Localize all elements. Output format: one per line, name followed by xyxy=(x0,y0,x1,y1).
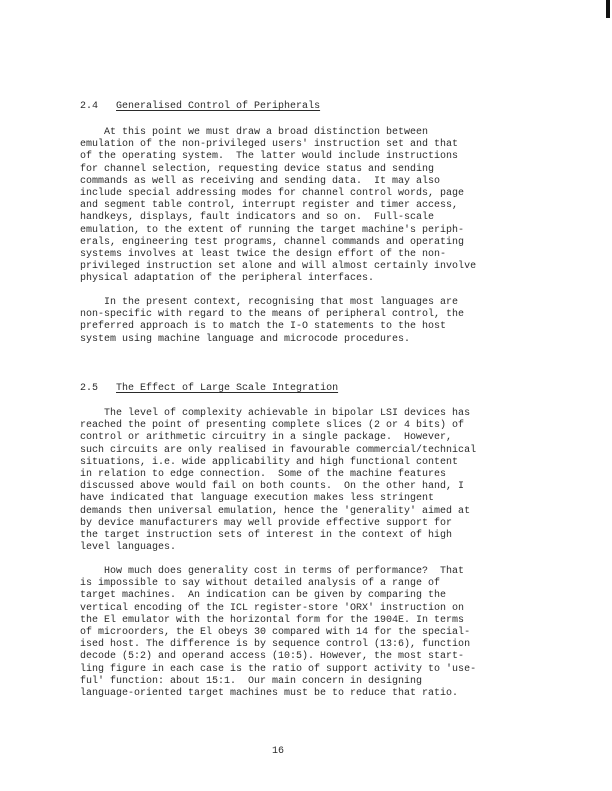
text-line: target machines. An indication can be given by comparing the xyxy=(80,590,447,602)
text-line: reached the point of presenting complete slices (2 or 4 bits) of xyxy=(80,420,465,432)
text-line: In the present context, recognising that most languages are xyxy=(80,297,459,308)
text-line: decode (5:2) and operand access (10:5). However, the most start- xyxy=(80,651,465,663)
text-line: At this point we must draw a broad distinction between xyxy=(80,127,429,138)
text-line: ful' function: about 15:1. Our main concern in designing xyxy=(80,675,423,687)
text-line: emulation of the non-privileged users' instruction set and that xyxy=(80,139,459,151)
text-line: preferred approach is to match the I-O statements to the host xyxy=(80,321,447,333)
text-line: systems involves at least twice the design effort of the non- xyxy=(80,248,447,260)
text-line: commands as well as receiving and sending data. It may also xyxy=(80,175,441,187)
scan-edge-mark xyxy=(606,0,610,18)
text-line: The level of complexity achievable in bipolar LSI devices has xyxy=(80,408,471,419)
text-line: discussed above would fail on both counts. On the other hand, I xyxy=(80,481,465,493)
section-heading-2-4 xyxy=(80,101,320,113)
section-title: Generalised Control of Peripherals xyxy=(116,101,321,112)
page-number: 16 xyxy=(272,746,285,757)
text-line: of microorders, the El obeys 30 compared with 14 for the special- xyxy=(80,626,471,638)
text-line: is impossible to say without detailed analysis of a range of xyxy=(80,578,441,590)
text-line: have indicated that language execution makes less stringent xyxy=(80,493,435,505)
text-line: for channel selection, requesting device status and sending xyxy=(80,163,435,175)
text-line: non-specific with regard to the means of peripheral control, the xyxy=(80,309,465,321)
text-line: vertical encoding of the ICL register-store 'ORX' instruction on xyxy=(80,602,465,614)
text-line: physical adaptation of the peripheral interfaces. xyxy=(80,273,375,285)
text-line: ling figure in each case is the ratio of support activity to 'use- xyxy=(80,663,477,675)
text-line: the target instruction sets of interest in the context of high xyxy=(80,529,453,541)
paragraph-lsi-2 xyxy=(80,566,476,700)
section-number: 2.4 xyxy=(80,101,99,112)
text-line: and segment table control, interrupt register and timer access, xyxy=(80,200,459,212)
text-line: handkeys, displays, fault indicators and so on. Full-scale xyxy=(80,212,435,224)
text-line: control or arithmetic circuitry in a single package. However, xyxy=(80,432,453,444)
text-line: such circuits are only realised in favourable commercial/technical xyxy=(80,444,477,456)
text-line: include special addressing modes for channel control words, page xyxy=(80,187,465,199)
paragraph-peripherals-1 xyxy=(80,127,476,285)
text-line: system using machine language and microcode procedures. xyxy=(80,333,411,345)
text-line: by device manufacturers may well provide effective support for xyxy=(80,517,453,529)
text-line: language-oriented target machines must be to reduce that ratio. xyxy=(80,687,459,699)
text-line: ised host. The difference is by sequence control (13:6), function xyxy=(80,639,471,651)
text-line: level languages. xyxy=(80,542,177,554)
text-line: the El emulator with the horizontal form for the 1904E. In terms xyxy=(80,614,465,626)
text-line: How much does generality cost in terms of performance? That xyxy=(80,566,465,577)
section-title: The Effect of Large Scale Integration xyxy=(116,383,339,394)
text-line: demands then universal emulation, hence the 'generality' aimed at xyxy=(80,505,471,517)
text-line: privileged instruction set alone and will almost certainly involve xyxy=(80,261,477,273)
paragraph-lsi-1 xyxy=(80,408,476,554)
text-line: situations, i.e. wide applicability and high functional content xyxy=(80,456,459,468)
text-line: in relation to edge connection. Some of the machine features xyxy=(80,468,447,480)
text-line: emulation, to the extent of running the target machine's periph- xyxy=(80,224,465,236)
text-line: erals, engineering test programs, channel commands and operating xyxy=(80,236,465,248)
section-heading-2-5 xyxy=(80,383,338,395)
text-line: of the operating system. The latter would include instructions xyxy=(80,151,459,163)
paragraph-peripherals-2 xyxy=(80,297,464,346)
section-number: 2.5 xyxy=(80,383,99,394)
